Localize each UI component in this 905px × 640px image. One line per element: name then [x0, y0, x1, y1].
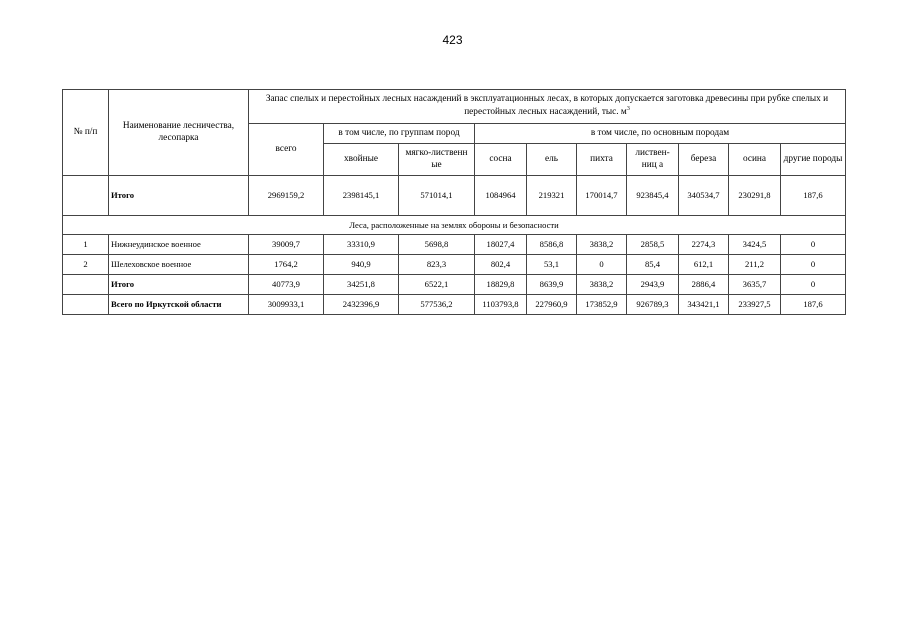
cell-other: 0: [781, 275, 846, 295]
row-num: [63, 275, 109, 295]
cell-aspen: 230291,8: [729, 176, 781, 216]
cell-soft-deciduous: 823,3: [399, 255, 475, 275]
header-spruce: ель: [527, 144, 577, 176]
header-soft-deciduous: мягко-лиственн ые: [399, 144, 475, 176]
header-num: № п/п: [63, 90, 109, 176]
cell-coniferous: 2432396,9: [324, 295, 399, 315]
cell-birch: 612,1: [679, 255, 729, 275]
cell-total: 3009933,1: [249, 295, 324, 315]
cell-pine: 18829,8: [475, 275, 527, 295]
cell-larch: 2858,5: [627, 235, 679, 255]
cell-aspen: 3635,7: [729, 275, 781, 295]
header-main-text: Запас спелых и перестойных лесных насаждений в эксплуатационных лесах, в которых допускается заготовка древесины при рубке спелых и перестойных лесных насаждений, тыс. м: [265, 94, 829, 118]
cell-spruce: 219321: [527, 176, 577, 216]
header-by-species: в том числе, по основным породам: [475, 124, 846, 144]
header-by-groups: в том числе, по группам пород: [324, 124, 475, 144]
cell-pine: 1103793,8: [475, 295, 527, 315]
section-row: [63, 216, 846, 235]
cell-soft-deciduous: 571014,1: [399, 176, 475, 216]
cell-birch: 2886,4: [679, 275, 729, 295]
cell-aspen: 211,2: [729, 255, 781, 275]
cell-birch: 2274,3: [679, 235, 729, 255]
header-fir: пихта: [577, 144, 627, 176]
cell-soft-deciduous: 6522,1: [399, 275, 475, 295]
table-row-shelekhovskoe: [63, 255, 846, 275]
cell-fir: 3838,2: [577, 275, 627, 295]
header-total: всего: [249, 124, 324, 176]
cell-other: 187,6: [781, 295, 846, 315]
cell-pine: 18027,4: [475, 235, 527, 255]
cell-fir: 170014,7: [577, 176, 627, 216]
cell-larch: 2943,9: [627, 275, 679, 295]
cell-total: 1764,2: [249, 255, 324, 275]
header-other: другие породы: [781, 144, 846, 176]
cell-other: 187,6: [781, 176, 846, 216]
header-row-1: [63, 90, 846, 124]
cell-coniferous: 2398145,1: [324, 176, 399, 216]
cell-larch: 926789,3: [627, 295, 679, 315]
cell-soft-deciduous: 577536,2: [399, 295, 475, 315]
cell-coniferous: 34251,8: [324, 275, 399, 295]
cell-other: 0: [781, 255, 846, 275]
row-name: Итого: [109, 176, 249, 216]
cell-birch: 343421,1: [679, 295, 729, 315]
cell-total: 39009,7: [249, 235, 324, 255]
row-name: Нижнеудинское военное: [109, 235, 249, 255]
forest-stock-table: [62, 89, 846, 315]
cell-total: 2969159,2: [249, 176, 324, 216]
row-name: Всего по Иркутской области: [109, 295, 249, 315]
table-row-total-2: [63, 275, 846, 295]
cell-soft-deciduous: 5698,8: [399, 235, 475, 255]
cell-pine: 802,4: [475, 255, 527, 275]
row-num: [63, 295, 109, 315]
row-num: [63, 176, 109, 216]
row-num: 1: [63, 235, 109, 255]
header-aspen: осина: [729, 144, 781, 176]
cell-total: 40773,9: [249, 275, 324, 295]
row-num: 2: [63, 255, 109, 275]
page-number: 423: [442, 33, 463, 47]
cell-spruce: 8586,8: [527, 235, 577, 255]
header-main: [249, 90, 846, 124]
header-main-unit-sup: 3: [626, 105, 630, 112]
header-name: Наименование лесничества, лесопарка: [109, 90, 249, 176]
table-row-total-1: [63, 176, 846, 216]
cell-other: 0: [781, 235, 846, 255]
cell-spruce: 53,1: [527, 255, 577, 275]
cell-spruce: 227960,9: [527, 295, 577, 315]
cell-aspen: 233927,5: [729, 295, 781, 315]
cell-fir: 0: [577, 255, 627, 275]
cell-coniferous: 940,9: [324, 255, 399, 275]
cell-fir: 173852,9: [577, 295, 627, 315]
cell-aspen: 3424,5: [729, 235, 781, 255]
cell-fir: 3838,2: [577, 235, 627, 255]
cell-coniferous: 33310,9: [324, 235, 399, 255]
cell-pine: 1084964: [475, 176, 527, 216]
row-name: Шелеховское военное: [109, 255, 249, 275]
row-name: Итого: [109, 275, 249, 295]
header-coniferous: хвойные: [324, 144, 399, 176]
section-title: Леса, расположенные на землях обороны и безопасности: [63, 216, 846, 235]
cell-birch: 340534,7: [679, 176, 729, 216]
table-row-grand-total: [63, 295, 846, 315]
header-birch: береза: [679, 144, 729, 176]
cell-larch: 85,4: [627, 255, 679, 275]
header-pine: сосна: [475, 144, 527, 176]
cell-spruce: 8639,9: [527, 275, 577, 295]
cell-larch: 923845,4: [627, 176, 679, 216]
header-larch: листвен-ниц а: [627, 144, 679, 176]
table-row-nizhneudinskoe: [63, 235, 846, 255]
